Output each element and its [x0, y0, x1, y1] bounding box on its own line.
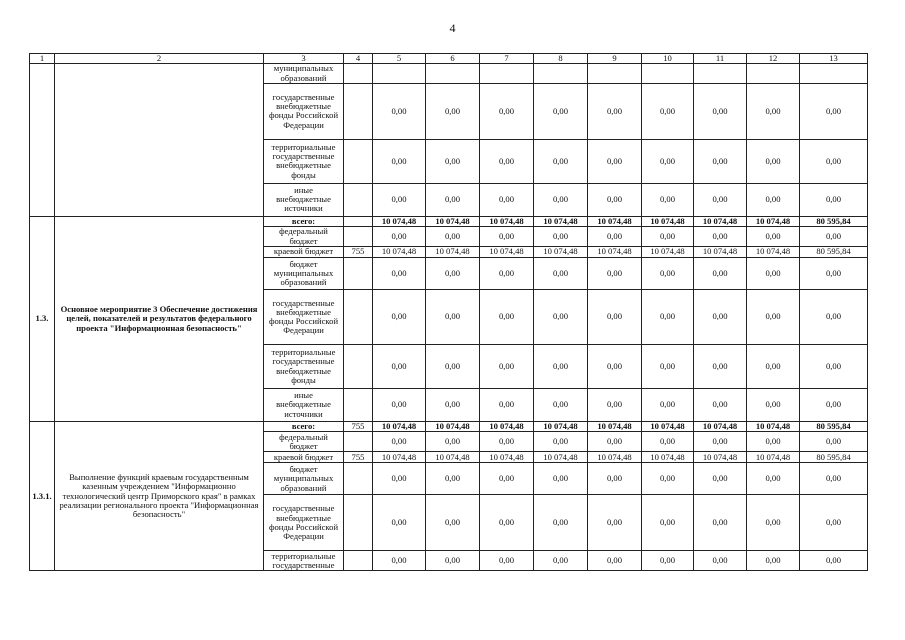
amount-cell: 10 074,48	[747, 452, 800, 463]
column-header-12: 12	[747, 54, 800, 64]
amount-cell: 0,00	[426, 551, 480, 571]
page-number: 4	[449, 21, 456, 35]
column-header-10: 10	[642, 54, 694, 64]
amount-cell: 0,00	[642, 389, 694, 422]
amount-cell: 0,00	[480, 83, 534, 139]
amount-cell: 0,00	[694, 345, 747, 389]
amount-cell: 0,00	[480, 495, 534, 551]
budget-table	[29, 53, 868, 571]
amount-cell: 10 074,48	[588, 452, 642, 463]
amount-cell: 0,00	[426, 183, 480, 216]
amount-cell: 0,00	[642, 290, 694, 345]
amount-cell: 10 074,48	[642, 216, 694, 226]
amount-cell: 0,00	[747, 463, 800, 495]
budget-code	[344, 83, 373, 139]
amount-cell	[588, 64, 642, 84]
amount-cell: 10 074,48	[534, 452, 588, 463]
budget-code	[344, 432, 373, 452]
amount-cell: 0,00	[588, 463, 642, 495]
activity-name	[55, 422, 264, 571]
amount-cell: 0,00	[747, 227, 800, 247]
table-row	[30, 64, 868, 84]
amount-cell: 0,00	[534, 389, 588, 422]
row-number: 1.3.1.	[30, 422, 55, 571]
funding-source-label: территориальные государственные внебюджетные фонды	[264, 139, 344, 183]
header-row	[30, 54, 868, 64]
amount-cell: 10 074,48	[694, 452, 747, 463]
amount-cell: 0,00	[373, 290, 426, 345]
amount-cell: 0,00	[800, 345, 868, 389]
funding-source-label: бюджет муниципальных образований	[264, 258, 344, 290]
column-header-7: 7	[480, 54, 534, 64]
budget-code	[344, 290, 373, 345]
amount-cell: 0,00	[480, 139, 534, 183]
column-header-8: 8	[534, 54, 588, 64]
amount-cell: 0,00	[480, 258, 534, 290]
amount-cell: 0,00	[694, 463, 747, 495]
amount-cell: 10 074,48	[747, 216, 800, 226]
amount-cell: 0,00	[800, 551, 868, 571]
amount-cell: 0,00	[480, 183, 534, 216]
amount-cell: 0,00	[426, 345, 480, 389]
amount-cell: 0,00	[373, 258, 426, 290]
amount-cell: 10 074,48	[480, 452, 534, 463]
amount-cell: 0,00	[373, 463, 426, 495]
amount-cell: 0,00	[588, 495, 642, 551]
amount-cell: 0,00	[426, 290, 480, 345]
amount-cell: 0,00	[747, 83, 800, 139]
amount-cell: 0,00	[426, 83, 480, 139]
budget-code: 755	[344, 247, 373, 258]
funding-source-label: бюджет муниципальных образований	[264, 463, 344, 495]
funding-source-label: государственные внебюджетные фонды Российской Федерации	[264, 495, 344, 551]
amount-cell: 0,00	[747, 432, 800, 452]
amount-cell: 0,00	[534, 495, 588, 551]
amount-cell: 0,00	[694, 139, 747, 183]
amount-cell: 0,00	[373, 83, 426, 139]
amount-cell: 0,00	[534, 139, 588, 183]
amount-cell: 0,00	[642, 183, 694, 216]
amount-cell: 0,00	[534, 227, 588, 247]
amount-cell: 10 074,48	[426, 452, 480, 463]
column-header-11: 11	[694, 54, 747, 64]
amount-cell: 0,00	[588, 389, 642, 422]
amount-cell: 0,00	[534, 83, 588, 139]
amount-cell: 0,00	[534, 290, 588, 345]
funding-source-label: государственные внебюджетные фонды Российской Федерации	[264, 290, 344, 345]
amount-cell: 0,00	[480, 463, 534, 495]
amount-cell: 10 074,48	[480, 422, 534, 432]
amount-cell: 10 074,48	[534, 422, 588, 432]
amount-cell: 10 074,48	[480, 216, 534, 226]
amount-cell: 0,00	[588, 139, 642, 183]
budget-code	[344, 345, 373, 389]
amount-cell: 0,00	[642, 139, 694, 183]
amount-cell: 0,00	[373, 389, 426, 422]
amount-cell: 0,00	[534, 551, 588, 571]
amount-cell: 0,00	[373, 183, 426, 216]
amount-cell	[747, 64, 800, 84]
amount-cell: 10 074,48	[747, 247, 800, 258]
funding-source-label: иные внебюджетные источники	[264, 389, 344, 422]
amount-cell: 0,00	[534, 463, 588, 495]
budget-code	[344, 551, 373, 571]
funding-source-label: государственные внебюджетные фонды Российской Федерации	[264, 83, 344, 139]
activity-name-text: Выполнение функций краевым государственным казенным учреждением "Информационно технологический центр Приморского края" в рамках реализации регионального проекта "Информационная безопасность"	[59, 472, 259, 520]
amount-cell: 0,00	[480, 227, 534, 247]
amount-cell: 0,00	[534, 432, 588, 452]
amount-cell: 10 074,48	[588, 216, 642, 226]
funding-source-label: всего:	[264, 422, 344, 432]
activity-name	[55, 64, 264, 217]
table-row	[30, 422, 868, 432]
amount-cell: 0,00	[642, 227, 694, 247]
amount-cell: 80 595,84	[800, 216, 868, 226]
amount-cell: 0,00	[747, 495, 800, 551]
budget-code	[344, 227, 373, 247]
funding-source-label: краевой бюджет	[264, 247, 344, 258]
funding-source-label: территориальные государственные внебюджетные фонды	[264, 345, 344, 389]
amount-cell: 10 074,48	[747, 422, 800, 432]
table-row	[30, 216, 868, 226]
amount-cell: 0,00	[747, 139, 800, 183]
amount-cell: 0,00	[694, 183, 747, 216]
amount-cell	[800, 64, 868, 84]
amount-cell: 0,00	[642, 258, 694, 290]
amount-cell: 0,00	[800, 227, 868, 247]
amount-cell: 0,00	[426, 432, 480, 452]
amount-cell	[426, 64, 480, 84]
amount-cell: 0,00	[694, 83, 747, 139]
column-header-9: 9	[588, 54, 642, 64]
column-header-6: 6	[426, 54, 480, 64]
budget-code	[344, 139, 373, 183]
funding-source-label: федеральный бюджет	[264, 432, 344, 452]
activity-name	[55, 216, 264, 421]
funding-source-label: краевой бюджет	[264, 452, 344, 463]
amount-cell: 10 074,48	[694, 216, 747, 226]
amount-cell: 10 074,48	[534, 216, 588, 226]
amount-cell: 0,00	[426, 258, 480, 290]
amount-cell: 0,00	[534, 258, 588, 290]
amount-cell: 0,00	[373, 495, 426, 551]
amount-cell	[642, 64, 694, 84]
amount-cell: 0,00	[588, 227, 642, 247]
amount-cell: 0,00	[588, 183, 642, 216]
amount-cell: 0,00	[694, 551, 747, 571]
budget-code	[344, 216, 373, 226]
activity-name-text: Основное мероприятие 3 Обеспечение достижения целей, показателей и результатов федерального проекта "Информационная безопасность"	[60, 304, 258, 333]
amount-cell: 0,00	[747, 345, 800, 389]
amount-cell: 0,00	[642, 432, 694, 452]
amount-cell: 80 595,84	[800, 452, 868, 463]
amount-cell: 0,00	[747, 183, 800, 216]
budget-code: 755	[344, 452, 373, 463]
budget-code	[344, 389, 373, 422]
amount-cell: 0,00	[373, 227, 426, 247]
amount-cell: 10 074,48	[694, 422, 747, 432]
amount-cell: 0,00	[694, 389, 747, 422]
amount-cell: 0,00	[642, 345, 694, 389]
amount-cell: 0,00	[800, 183, 868, 216]
column-header-5: 5	[373, 54, 426, 64]
column-header-13: 13	[800, 54, 868, 64]
amount-cell: 0,00	[588, 290, 642, 345]
amount-cell: 0,00	[588, 551, 642, 571]
funding-source-label: территориальные государственные	[264, 551, 344, 571]
amount-cell: 10 074,48	[373, 216, 426, 226]
amount-cell: 0,00	[426, 227, 480, 247]
amount-cell: 0,00	[800, 83, 868, 139]
amount-cell: 10 074,48	[373, 247, 426, 258]
amount-cell: 0,00	[800, 389, 868, 422]
amount-cell: 0,00	[588, 83, 642, 139]
amount-cell: 10 074,48	[694, 247, 747, 258]
amount-cell	[373, 64, 426, 84]
amount-cell	[534, 64, 588, 84]
column-header-2: 2	[55, 54, 264, 64]
budget-code	[344, 463, 373, 495]
amount-cell: 10 074,48	[642, 452, 694, 463]
amount-cell: 0,00	[694, 432, 747, 452]
amount-cell: 0,00	[373, 432, 426, 452]
amount-cell	[694, 64, 747, 84]
amount-cell: 0,00	[534, 345, 588, 389]
amount-cell: 0,00	[800, 139, 868, 183]
column-header-4: 4	[344, 54, 373, 64]
amount-cell: 0,00	[694, 258, 747, 290]
amount-cell: 0,00	[588, 345, 642, 389]
amount-cell: 0,00	[480, 551, 534, 571]
amount-cell: 0,00	[480, 290, 534, 345]
amount-cell: 10 074,48	[480, 247, 534, 258]
amount-cell: 0,00	[426, 139, 480, 183]
column-header-3: 3	[264, 54, 344, 64]
amount-cell: 0,00	[747, 258, 800, 290]
amount-cell: 0,00	[642, 551, 694, 571]
funding-source-label: иные внебюджетные источники	[264, 183, 344, 216]
amount-cell: 0,00	[480, 389, 534, 422]
amount-cell: 0,00	[747, 290, 800, 345]
amount-cell: 10 074,48	[373, 422, 426, 432]
amount-cell: 10 074,48	[642, 422, 694, 432]
amount-cell: 0,00	[426, 463, 480, 495]
amount-cell: 0,00	[642, 83, 694, 139]
amount-cell: 10 074,48	[426, 216, 480, 226]
amount-cell: 0,00	[426, 495, 480, 551]
row-number	[30, 64, 55, 217]
amount-cell: 10 074,48	[642, 247, 694, 258]
amount-cell: 0,00	[694, 495, 747, 551]
amount-cell: 0,00	[694, 290, 747, 345]
amount-cell: 0,00	[588, 432, 642, 452]
amount-cell: 10 074,48	[534, 247, 588, 258]
amount-cell: 0,00	[800, 258, 868, 290]
amount-cell: 10 074,48	[426, 247, 480, 258]
amount-cell: 0,00	[694, 227, 747, 247]
amount-cell: 0,00	[800, 495, 868, 551]
amount-cell: 0,00	[480, 345, 534, 389]
amount-cell: 0,00	[642, 495, 694, 551]
amount-cell: 0,00	[747, 389, 800, 422]
funding-source-label: муниципальных образований	[264, 64, 344, 84]
funding-source-label: всего:	[264, 216, 344, 226]
amount-cell: 10 074,48	[588, 422, 642, 432]
amount-cell: 80 595,84	[800, 247, 868, 258]
funding-source-label: федеральный бюджет	[264, 227, 344, 247]
amount-cell: 0,00	[747, 551, 800, 571]
amount-cell: 0,00	[588, 258, 642, 290]
row-number: 1.3.	[30, 216, 55, 421]
amount-cell: 10 074,48	[373, 452, 426, 463]
amount-cell: 0,00	[800, 432, 868, 452]
budget-code	[344, 183, 373, 216]
amount-cell: 0,00	[534, 183, 588, 216]
amount-cell: 0,00	[373, 551, 426, 571]
budget-code	[344, 258, 373, 290]
amount-cell: 0,00	[800, 463, 868, 495]
amount-cell: 10 074,48	[426, 422, 480, 432]
amount-cell: 0,00	[642, 463, 694, 495]
amount-cell: 0,00	[373, 345, 426, 389]
amount-cell: 80 595,84	[800, 422, 868, 432]
column-header-1: 1	[30, 54, 55, 64]
budget-code	[344, 495, 373, 551]
amount-cell: 0,00	[800, 290, 868, 345]
amount-cell: 0,00	[480, 432, 534, 452]
budget-code	[344, 64, 373, 84]
amount-cell: 10 074,48	[588, 247, 642, 258]
amount-cell: 0,00	[426, 389, 480, 422]
amount-cell: 0,00	[373, 139, 426, 183]
amount-cell	[480, 64, 534, 84]
budget-code: 755	[344, 422, 373, 432]
